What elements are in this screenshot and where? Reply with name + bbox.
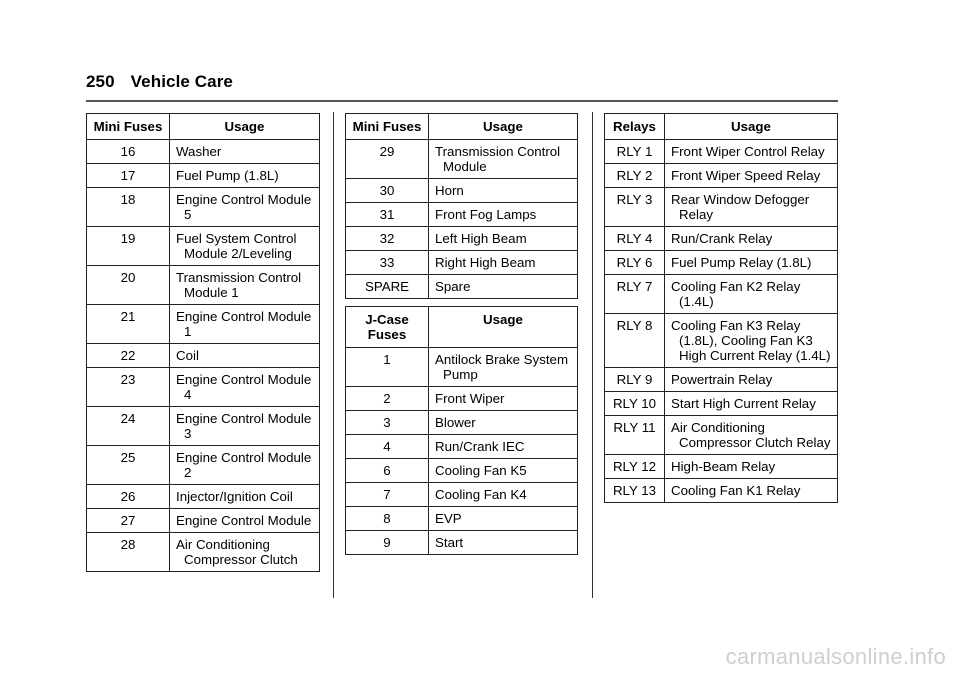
row-usage xyxy=(665,368,838,392)
row-usage xyxy=(665,455,838,479)
table-row xyxy=(87,164,320,188)
table-row xyxy=(605,275,838,314)
table-row xyxy=(346,459,578,483)
table-row xyxy=(346,435,578,459)
usage-text: Front Wiper xyxy=(435,391,505,406)
usage-text: Blower xyxy=(435,415,476,430)
usage-text: Right High Beam xyxy=(435,255,536,270)
table-row xyxy=(87,140,320,164)
usage-text: Run/Crank Relay xyxy=(671,231,773,246)
table-row xyxy=(346,411,578,435)
row-id: RLY 1 xyxy=(605,140,665,164)
row-usage xyxy=(170,485,320,509)
relays-table xyxy=(604,113,838,503)
header-rule xyxy=(86,100,838,102)
usage-text: Washer xyxy=(176,144,222,159)
usage-text: Engine Control Module 4 xyxy=(176,372,312,402)
table-row xyxy=(605,164,838,188)
row-id: 31 xyxy=(346,203,429,227)
row-usage xyxy=(429,348,578,387)
usage-text: Spare xyxy=(435,279,471,294)
row-id: 2 xyxy=(346,387,429,411)
usage-text: Cooling Fan K1 Relay xyxy=(671,483,801,498)
table-row xyxy=(605,455,838,479)
row-id: 1 xyxy=(346,348,429,387)
usage-text: Engine Control Module 3 xyxy=(176,411,312,441)
row-id: RLY 8 xyxy=(605,314,665,368)
usage-text: Left High Beam xyxy=(435,231,527,246)
usage-text: EVP xyxy=(435,511,462,526)
page-number: 250 xyxy=(86,72,115,91)
column-header-usage: Usage xyxy=(665,114,838,140)
watermark: carmanualsonline.info xyxy=(725,644,946,669)
row-id: 6 xyxy=(346,459,429,483)
row-id: 21 xyxy=(87,305,170,344)
usage-text: Air Conditioning Compressor Clutch Relay xyxy=(671,420,831,450)
row-id: 30 xyxy=(346,179,429,203)
row-id: 27 xyxy=(87,509,170,533)
table-row xyxy=(346,483,578,507)
usage-text: Engine Control Module 5 xyxy=(176,192,312,222)
usage-text: Engine Control Module 2 xyxy=(176,450,312,480)
usage-text: Run/Crank IEC xyxy=(435,439,525,454)
row-id: RLY 9 xyxy=(605,368,665,392)
table-row xyxy=(87,368,320,407)
column-header-mini-fuses: Mini Fuses xyxy=(346,114,429,140)
row-id: 33 xyxy=(346,251,429,275)
row-usage xyxy=(665,479,838,503)
usage-text: Engine Control Module xyxy=(176,513,312,528)
row-usage xyxy=(170,368,320,407)
row-usage xyxy=(429,387,578,411)
usage-text: Antilock Brake System Pump xyxy=(435,352,569,382)
row-usage xyxy=(170,344,320,368)
column-header-relays: Relays xyxy=(605,114,665,140)
row-id: 29 xyxy=(346,140,429,179)
row-id: 22 xyxy=(87,344,170,368)
usage-text: Front Wiper Speed Relay xyxy=(671,168,821,183)
table-row xyxy=(87,305,320,344)
row-usage xyxy=(665,227,838,251)
column-divider-2 xyxy=(592,112,593,598)
row-id: 32 xyxy=(346,227,429,251)
table-row xyxy=(605,479,838,503)
table-row xyxy=(346,531,578,555)
row-id: 23 xyxy=(87,368,170,407)
j-case-fuses-table xyxy=(345,306,578,555)
row-usage xyxy=(665,416,838,455)
row-id: 20 xyxy=(87,266,170,305)
table-row xyxy=(87,446,320,485)
usage-text: Horn xyxy=(435,183,464,198)
table-row xyxy=(87,509,320,533)
row-id: 19 xyxy=(87,227,170,266)
row-usage xyxy=(170,533,320,572)
column-header-usage: Usage xyxy=(429,114,578,140)
row-id: 26 xyxy=(87,485,170,509)
table-row xyxy=(346,251,578,275)
column-header-usage: Usage xyxy=(170,114,320,140)
row-usage xyxy=(429,179,578,203)
usage-text: Powertrain Relay xyxy=(671,372,773,387)
table-row xyxy=(87,227,320,266)
column-header-j-case-fuses xyxy=(346,307,429,348)
row-usage xyxy=(429,531,578,555)
usage-text: Start High Current Relay xyxy=(671,396,816,411)
row-id: RLY 10 xyxy=(605,392,665,416)
mini-fuses-table-1 xyxy=(86,113,320,572)
row-usage xyxy=(429,435,578,459)
row-usage xyxy=(429,459,578,483)
table-row xyxy=(87,188,320,227)
table-row xyxy=(87,266,320,305)
table-row xyxy=(605,251,838,275)
row-id: 3 xyxy=(346,411,429,435)
row-usage xyxy=(429,227,578,251)
row-usage xyxy=(170,140,320,164)
usage-text: Transmission Control Module 1 xyxy=(176,270,302,300)
row-usage xyxy=(170,407,320,446)
row-usage xyxy=(429,203,578,227)
row-id: 24 xyxy=(87,407,170,446)
row-id: RLY 2 xyxy=(605,164,665,188)
usage-text: Cooling Fan K4 xyxy=(435,487,527,502)
table-row xyxy=(346,179,578,203)
row-usage xyxy=(429,411,578,435)
row-usage xyxy=(170,446,320,485)
row-usage xyxy=(170,305,320,344)
j-case-fuses-label: J-Case Fuses xyxy=(365,312,409,342)
table-row xyxy=(605,416,838,455)
row-usage xyxy=(170,164,320,188)
usage-text: Coil xyxy=(176,348,199,363)
row-usage xyxy=(170,188,320,227)
row-id: RLY 3 xyxy=(605,188,665,227)
row-id: SPARE xyxy=(346,275,429,299)
row-id: 9 xyxy=(346,531,429,555)
usage-text: Fuel Pump Relay (1.8L) xyxy=(671,255,812,270)
usage-text: Transmission Control Module xyxy=(435,144,561,174)
row-usage xyxy=(429,140,578,179)
table-row xyxy=(605,314,838,368)
row-usage xyxy=(429,251,578,275)
row-usage xyxy=(665,164,838,188)
table-row xyxy=(346,348,578,387)
column-header-usage: Usage xyxy=(429,307,578,348)
row-usage xyxy=(429,507,578,531)
table-row xyxy=(87,485,320,509)
row-id: 25 xyxy=(87,446,170,485)
row-usage xyxy=(665,314,838,368)
section-title: Vehicle Care xyxy=(130,72,233,91)
usage-text: Front Fog Lamps xyxy=(435,207,537,222)
row-usage xyxy=(170,227,320,266)
page-header xyxy=(86,72,233,92)
table-row xyxy=(346,140,578,179)
table-row xyxy=(346,275,578,299)
table-row xyxy=(87,407,320,446)
usage-text: Rear Window Defogger Relay xyxy=(671,192,810,222)
usage-text: Cooling Fan K3 Relay (1.8L), Cooling Fan K3 High Current Relay (1.4L) xyxy=(671,318,831,363)
column-divider-1 xyxy=(333,112,334,598)
table-row xyxy=(605,392,838,416)
usage-text: Front Wiper Control Relay xyxy=(671,144,825,159)
table-row xyxy=(346,507,578,531)
row-usage xyxy=(665,140,838,164)
row-usage xyxy=(429,275,578,299)
table-row xyxy=(605,368,838,392)
row-id: 16 xyxy=(87,140,170,164)
row-id: 7 xyxy=(346,483,429,507)
table-row xyxy=(346,203,578,227)
row-id: 4 xyxy=(346,435,429,459)
usage-text: Cooling Fan K5 xyxy=(435,463,527,478)
row-usage xyxy=(665,275,838,314)
row-usage xyxy=(170,509,320,533)
usage-text: Fuel System Control Module 2/Leveling xyxy=(176,231,297,261)
usage-text: Engine Control Module 1 xyxy=(176,309,312,339)
table-row xyxy=(605,140,838,164)
row-id: RLY 11 xyxy=(605,416,665,455)
row-id: RLY 13 xyxy=(605,479,665,503)
column-header-mini-fuses: Mini Fuses xyxy=(87,114,170,140)
row-id: RLY 7 xyxy=(605,275,665,314)
usage-text: High-Beam Relay xyxy=(671,459,776,474)
table-row xyxy=(346,227,578,251)
table-row xyxy=(605,188,838,227)
table-row xyxy=(87,344,320,368)
row-id: 17 xyxy=(87,164,170,188)
table-row xyxy=(605,227,838,251)
table-row xyxy=(87,533,320,572)
row-usage xyxy=(429,483,578,507)
row-usage xyxy=(170,266,320,305)
row-id: 8 xyxy=(346,507,429,531)
row-id: RLY 6 xyxy=(605,251,665,275)
usage-text: Start xyxy=(435,535,464,550)
usage-text: Cooling Fan K2 Relay (1.4L) xyxy=(671,279,801,309)
row-id: RLY 12 xyxy=(605,455,665,479)
row-id: 18 xyxy=(87,188,170,227)
row-usage xyxy=(665,392,838,416)
usage-text: Air Conditioning Compressor Clutch xyxy=(176,537,298,567)
row-usage xyxy=(665,188,838,227)
usage-text: Fuel Pump (1.8L) xyxy=(176,168,279,183)
usage-text: Injector/Ignition Coil xyxy=(176,489,293,504)
table-row xyxy=(346,387,578,411)
row-id: 28 xyxy=(87,533,170,572)
mini-fuses-table-2 xyxy=(345,113,578,299)
row-id: RLY 4 xyxy=(605,227,665,251)
row-usage xyxy=(665,251,838,275)
